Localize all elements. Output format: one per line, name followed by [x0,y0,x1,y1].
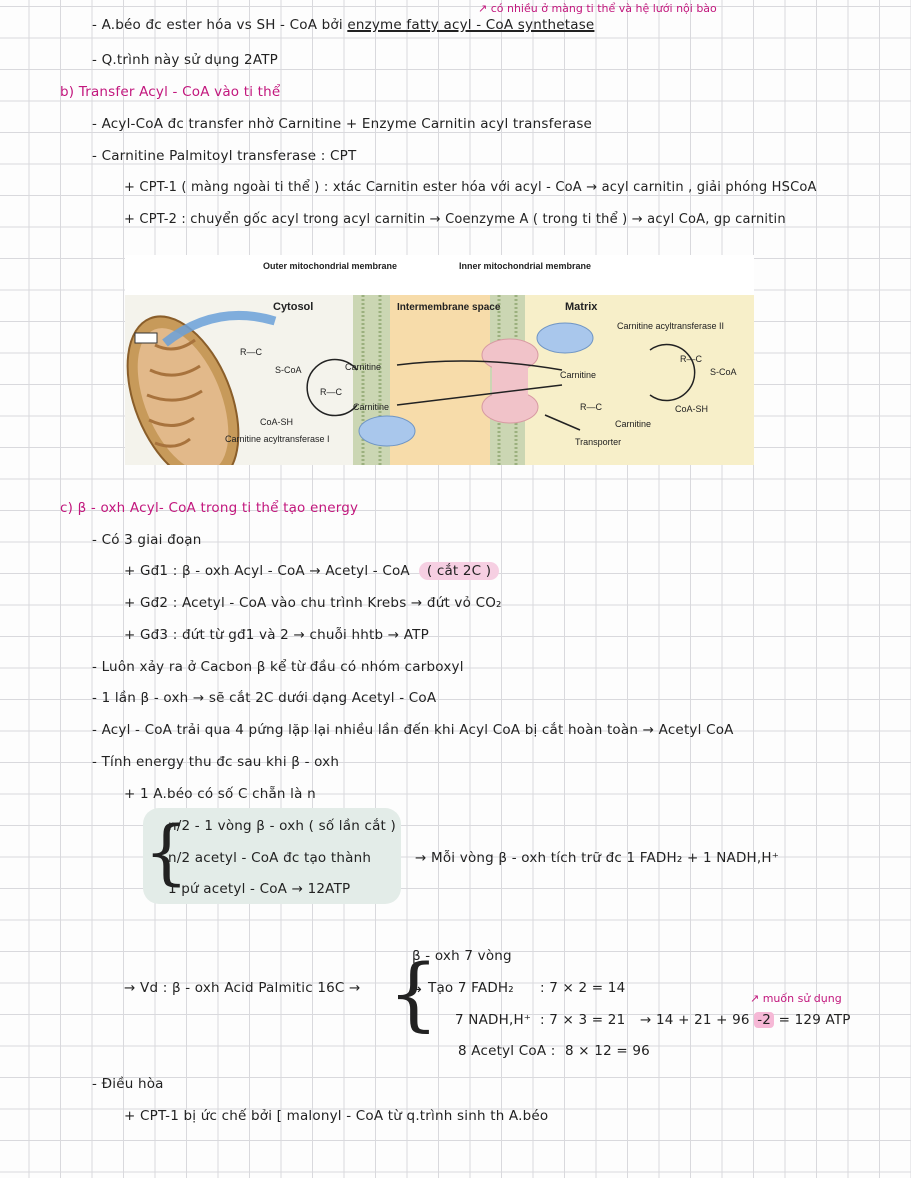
line-stage3: + Gđ3 : đứt từ gđ1 và 2 → chuỗi hhtb → ATP [124,627,429,643]
example-fadh2: ↳ Tạo 7 FADH₂ [412,980,514,996]
line-fatty-acid-esterification [92,17,594,33]
line-atp-usage: - Q.trình này sử dụng 2ATP [92,52,278,68]
brace-example: { [388,947,439,1040]
fig-carnitine-1: Carnitine [345,362,382,372]
line-one-cycle: - 1 lần β - oxh → sẽ cắt 2C dưới dạng Acetyl - CoA [92,690,437,706]
fig-scoa-right: S-CoA [710,367,737,377]
minus-two-highlight: -2 [754,1012,774,1028]
line-cpt1-inhibition: + CPT-1 bị ức chế bởi [ malonyl - CoA từ q.trình sinh th A.béo [124,1108,549,1124]
fig-outer-membrane-label: Outer mitochondrial membrane [262,261,398,271]
example-sum: → 14 + 21 + 96 [640,1012,750,1028]
cpt1-enzyme [359,416,415,446]
esterification-text: A.béo đc ester hóa vs SH - CoA bởi [101,17,348,33]
example-acetyl-calc: 8 × 12 = 96 [565,1043,650,1059]
fig-coash-left: CoA-SH [260,417,294,427]
line-even-carbon: + 1 A.béo có số C chẵn là n [124,786,316,802]
cpt-text: Carnitine Palmitoyl transferase : CPT [101,148,357,164]
line-stage2: + Gđ2 : Acetyl - CoA vào chu trình Krebs → đứt vỏ CO₂ [124,595,502,611]
atp-usage-text: Q.trình này sử dụng 2ATP [101,52,278,68]
fig-rc-left: R—C [240,347,262,357]
formula-atp: 1 pứ acetyl - CoA → 12ATP [168,881,351,897]
line-acyl-coa-transfer: - Acyl-CoA đc transfer nhờ Carnitine + Enzyme Carnitin acyl transferase [92,116,593,132]
example-nadh: 7 NADH,H⁺ [455,1012,532,1028]
example-fadh2-calc: : 7 × 2 = 14 [540,980,626,996]
formula-result: → Mỗi vòng β - oxh tích trữ đc 1 FADH₂ + 1 NADH,H⁺ [415,850,780,866]
example-total [640,1012,851,1028]
enzyme-name: enzyme fatty acyl - CoA synthetase [347,17,595,33]
stages-text: Có 3 giai đoạn [101,532,202,548]
formula-cycles: n/2 - 1 vòng β - oxh ( số lần cắt ) [168,818,397,834]
line-four-reactions: - Acyl - CoA trải qua 4 pứng lặp lại nhiều lần đến khi Acyl CoA bị cắt hoàn toàn → Acetyl CoA [92,722,734,738]
line-three-stages: - Có 3 giai đoạn [92,532,202,548]
fig-scoa-left: S-CoA [275,365,302,375]
heading-c-beta-oxidation: c) β - oxh Acyl- CoA trong ti thể tạo energy [60,500,359,516]
fig-intermembrane-label: Intermembrane space [397,302,501,313]
regulation-text: Điều hòa [101,1076,164,1092]
cut-2c-highlight: ( cắt 2C ) [419,562,499,580]
transfer-text: Acyl-CoA đc transfer nhờ Carnitine + Enzyme Carnitin acyl transferase [101,116,593,132]
fig-transporter-label: Transporter [575,437,622,447]
note-want-to-use: ↗ muốn sử dụng [750,992,842,1005]
brace-left-formula: { [144,811,189,893]
heading-b-transfer: b) Transfer Acyl - CoA vào ti thể [60,84,281,100]
line-cpt: - Carnitine Palmitoyl transferase : CPT [92,148,357,164]
energy-calc-text: Tính energy thu đc sau khi β - oxh [101,754,340,770]
fig-coash-right: CoA-SH [675,404,709,414]
line-cpt1: + CPT-1 ( màng ngoài ti thể ) : xtác Carnitin ester hóa với acyl - CoA → acyl carnitin , giải phóng HSCoA [124,180,817,195]
carbon-beta-text: Luôn xảy ra ở Cacbon β kể từ đầu có nhóm carboxyl [101,659,464,675]
fig-cat2-label: Carnitine acyltransferase II [617,321,725,331]
line-stage1 [124,563,499,579]
fig-carnitine-2: Carnitine [353,402,390,412]
line-carbon-beta: - Luôn xảy ra ở Cacbon β kể từ đầu có nhóm carboxyl [92,659,464,675]
fig-cat1-label: Carnitine acyltransferase I [225,434,330,444]
cpt2-enzyme [537,323,593,353]
one-cycle-text: 1 lần β - oxh → sẽ cắt 2C dưới dạng Acetyl - CoA [101,690,437,706]
note-mitochondria-reticulum: ↗ có nhiều ở màng ti thể và hệ lưới nội bào [478,2,717,15]
line-energy-calc: - Tính energy thu đc sau khi β - oxh [92,754,340,770]
fig-cytosol-label: Cytosol [273,301,314,313]
example-total-atp: = 129 ATP [778,1012,851,1028]
stage1-text: + Gđ1 : β - oxh Acyl - CoA → Acetyl - CoA [124,563,410,579]
example-cycles: β - oxh 7 vòng [412,948,512,964]
carnitine-shuttle-figure [125,255,754,465]
fig-carnitine-3: Carnitine [560,370,597,380]
fig-matrix-label: Matrix [565,301,598,313]
four-reactions-text: Acyl - CoA trải qua 4 pứng lặp lại nhiều lần đến khi Acyl CoA bị cắt hoàn toàn → Acetyl CoA [101,722,734,738]
example-nadh-calc: : 7 × 3 = 21 [540,1012,626,1028]
fig-rc-right2: R—C [580,402,602,412]
fig-carnitine-4: Carnitine [615,419,652,429]
label-band [125,255,754,295]
bullet: - [92,17,102,33]
line-cpt2: + CPT-2 : chuyển gốc acyl trong acyl carnitin → Coenzyme A ( trong ti thể ) → acyl CoA, gp carnitin [124,212,786,227]
formula-acetyl: n/2 acetyl - CoA đc tạo thành [168,850,372,866]
example-acetyl-coa: 8 Acetyl CoA : [458,1043,556,1059]
fig-rc-right: R—C [680,354,702,364]
line-regulation: - Điều hòa [92,1076,164,1092]
fig-inner-membrane-label: Inner mitochondrial membrane [458,261,592,271]
fig-rc-mid: R—C [320,387,342,397]
example-palmitic: → Vd : β - oxh Acid Palmitic 16C → [124,980,361,996]
